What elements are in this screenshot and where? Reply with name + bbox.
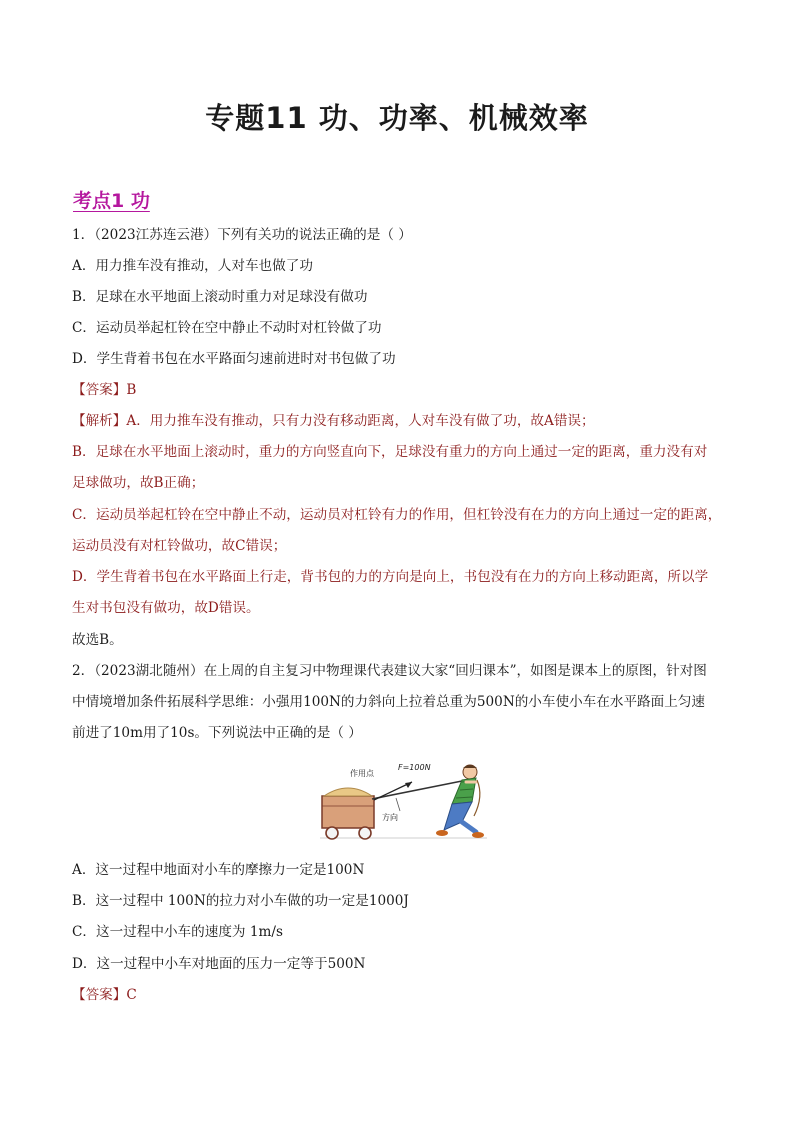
q1-option-d: D．学生背着书包在水平路面匀速前进时对书包做了功	[72, 351, 396, 367]
q1-analysis-line: 运动员没有对杠铃做功，故C错误；	[72, 538, 287, 554]
q2-answer-value: C	[126, 987, 137, 1003]
cart-load	[324, 788, 372, 796]
q1-analysis-line: 生对书包没有做功，故D错误。	[72, 600, 260, 616]
label-direction: 方向	[382, 813, 398, 822]
q2-answer-label: 【答案】	[72, 987, 127, 1003]
pull-rope	[372, 781, 462, 799]
label-force: F=100N	[398, 763, 431, 772]
q2-option-c: C．这一过程中小车的速度为 1m/s	[72, 924, 283, 940]
question-1-stem: 1．（2023江苏连云港）下列有关功的说法正确的是（ ）	[72, 227, 412, 243]
q1-analysis-line: B．足球在水平地面上滚动时，重力的方向竖直向下，足球没有重力的方向上通过一定的距离，重力没有对	[72, 444, 708, 460]
section-heading: 考点1 功	[73, 190, 150, 212]
label-action-point: 作用点	[350, 769, 374, 778]
q1-analysis-line: 【解析】A．用力推车没有推动，只有力没有移动距离，人对车没有做了功，故A错误；	[72, 413, 595, 429]
cart-body	[322, 796, 374, 828]
q1-option-b: B．足球在水平地面上滚动时重力对足球没有做功	[72, 289, 368, 305]
q1-analysis-line: 足球做功，故B正确；	[72, 475, 205, 491]
question-2-stem: 2．（2023湖北随州）在上周的自主复习中物理课代表建议大家“回归课本”，如图是课本上的原图，针对图	[72, 663, 707, 679]
q2-option-a: A．这一过程中地面对小车的摩擦力一定是100N	[72, 862, 365, 878]
cart-pulling-illustration	[312, 756, 492, 848]
q1-analysis-line: D．学生背着书包在水平路面上行走，背书包的力的方向是向上，书包没有在力的方向上移动距离，所以学	[72, 569, 709, 585]
cart-wheel	[359, 827, 371, 839]
q1-option-a: A．用力推车没有推动，人对车也做了功	[72, 258, 313, 274]
q1-option-c: C．运动员举起杠铃在空中静止不动时对杠铃做了功	[72, 320, 382, 336]
page-title: 专题11 功、功率、机械效率	[205, 101, 589, 135]
q2-option-d: D．这一过程中小车对地面的压力一定等于500N	[72, 956, 366, 972]
question-2-stem: 中情境增加条件拓展科学思维：小强用100N的力斜向上拉着总重为500N的小车使小车在水平路面上匀速	[72, 694, 706, 710]
q2-option-b: B．这一过程中 100N的拉力对小车做的功一定是1000J	[72, 893, 409, 909]
person-shoe	[436, 830, 448, 836]
cart-wheel	[326, 827, 338, 839]
q1-analysis-line: C．运动员举起杠铃在空中静止不动，运动员对杠铃有力的作用，但杠铃没有在力的方向上通过一定的距离，	[72, 507, 722, 523]
person-shoe	[472, 832, 484, 838]
question-2-stem: 前进了10m用了10s。下列说法中正确的是（ ）	[72, 725, 362, 741]
q1-answer: 【答案】B	[72, 382, 137, 398]
q1-conclusion: 故选B。	[72, 632, 123, 648]
q2-answer	[72, 986, 137, 1004]
